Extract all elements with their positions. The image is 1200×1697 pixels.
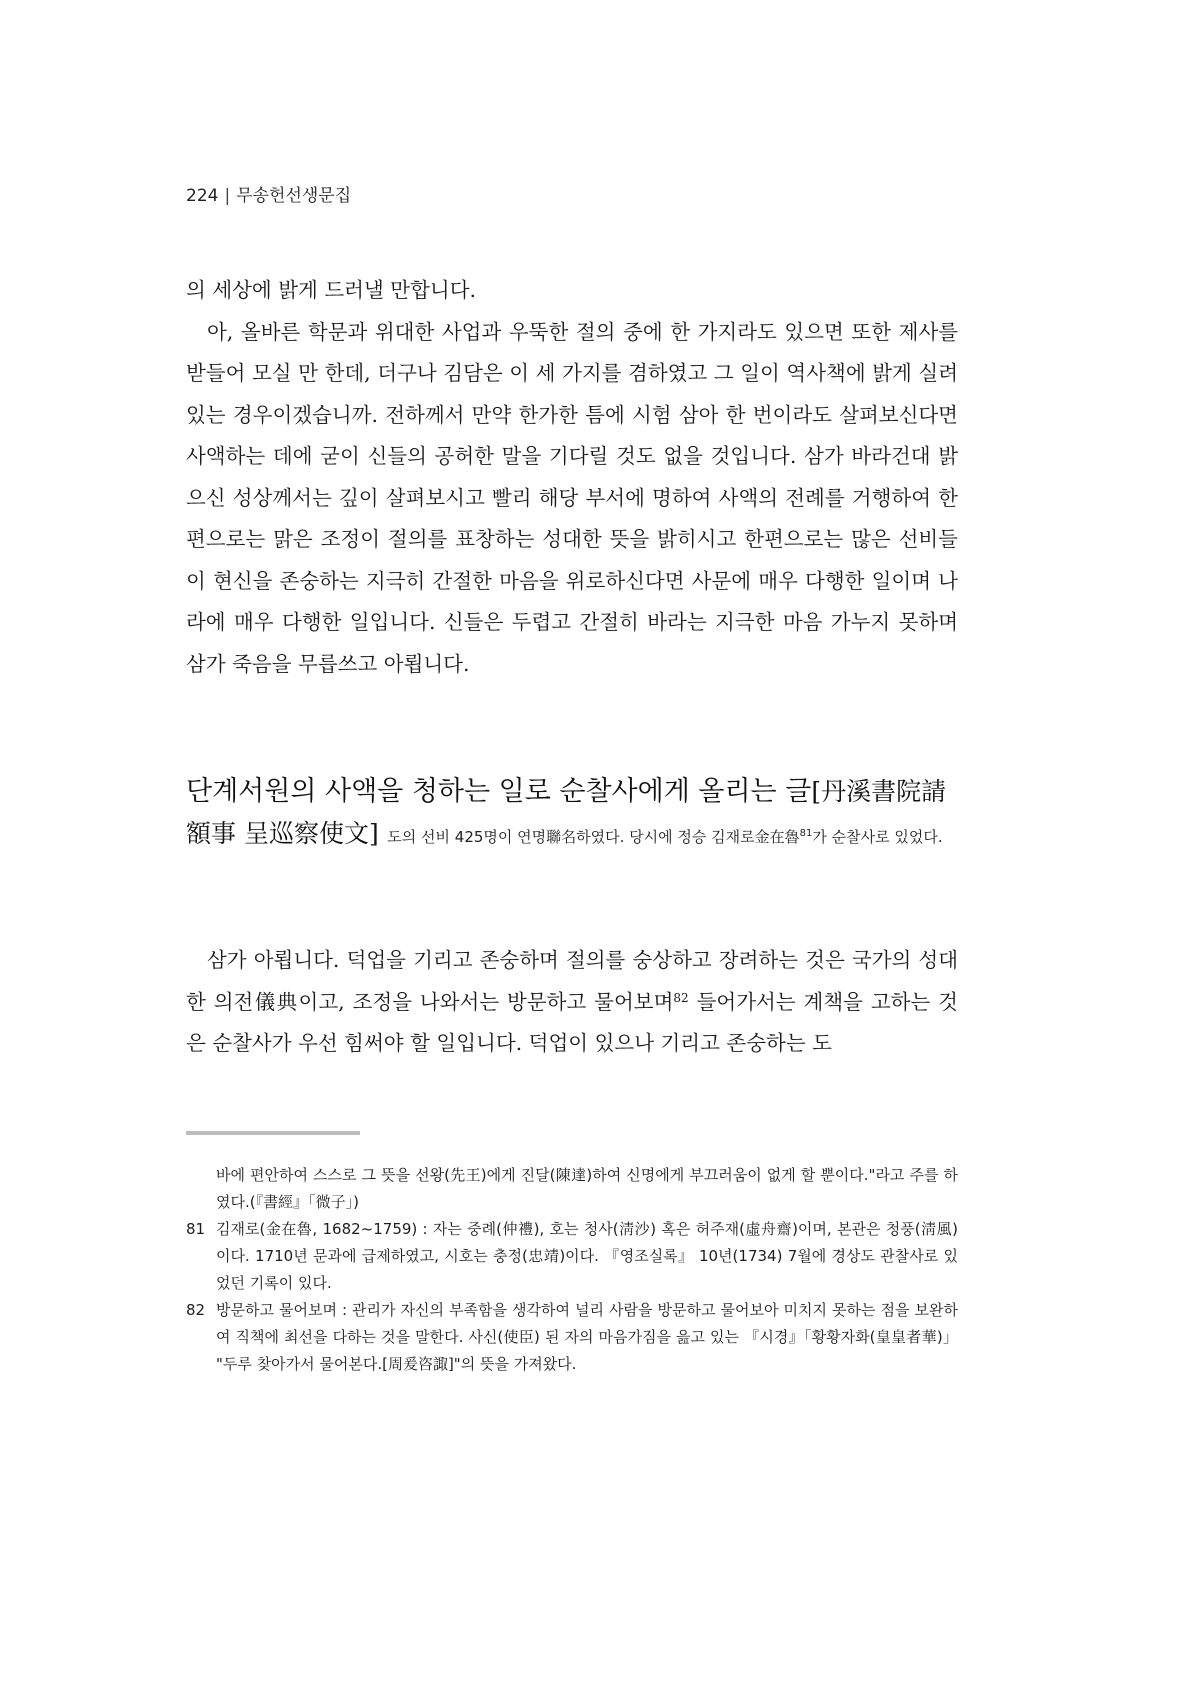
footnote-divider: [186, 1131, 360, 1135]
footnote-continuation: 바에 편안하여 스스로 그 뜻을 선왕(先王)에게 진달(陳達)하여 신명에게 부끄러움이 없게 할 뿐이다."라고 주를 하였다.(『書經』「微子」): [216, 1166, 958, 1211]
paragraph-part: 들어가서는 계책을 고하는 것은 순찰사가 우선 힘써야 할 일입니다. 덕업이 있으나 기리고 존숭하는 도: [186, 989, 958, 1055]
book-title: 무송헌선생문집: [236, 186, 352, 206]
page-number: 224: [186, 186, 219, 206]
footnote-81: [186, 1216, 958, 1297]
footnote-82: [186, 1297, 958, 1378]
section-title-korean: 단계서원의 사액을 청하는 일로 순찰사에게 올리는 글: [186, 776, 812, 807]
section-title-hanja: [丹溪書院請額事 呈巡察使文]: [186, 777, 947, 848]
footnote-number: 82: [186, 1301, 206, 1319]
body-paragraph: 의 세상에 밝게 드러낼 만합니다.: [186, 278, 477, 302]
section-heading: [186, 771, 958, 856]
main-text-block: [186, 270, 958, 685]
body-paragraph: [186, 940, 958, 1065]
second-text-block: [186, 940, 958, 1065]
section-title: [186, 771, 958, 856]
section-note-text-end: 가 순찰사로 있었다.: [812, 828, 943, 846]
footnotes: [186, 1162, 958, 1378]
footnote-text: 방문하고 물어보며 : 관리가 자신의 부족함을 생각하여 널리 사람을 방문하고 물어보아 미치지 못하는 점을 보완하여 직책에 최선을 다하는 것을 말한다. 사신(使臣) 된 자의 마음가짐을 읊고 있는 『시경』「황황자화(皇皇者華)」 "두루 찾아가서 물어본다.[周爰咨諏]"의 뜻을 가져왔다.: [216, 1301, 958, 1373]
footnote-number: 81: [186, 1220, 206, 1238]
section-note-text: 도의 선비 425명이 연명聯名하였다. 당시에 정승 김재로金在魯: [387, 828, 800, 846]
header-separator: |: [224, 186, 231, 206]
footnote-text: 김재로(金在魯, 1682~1759) : 자는 중례(仲禮), 호는 청사(淸沙) 혹은 허주재(虛舟齋)이며, 본관은 청풍(淸風)이다. 1710년 문과에 급제하였고, 시호는 충정(忠靖)이다. 『영조실록』 10년(1734) 7월에 경상도 관찰사로 있었던 기록이 있다.: [216, 1220, 958, 1292]
footnote-ref-81: 81: [799, 828, 813, 839]
section-note: [387, 828, 942, 846]
running-header: [186, 181, 351, 206]
paragraph-part: 삼가 아룁니다. 덕업을 기리고 존숭하며 절의를 숭상하고 장려하는 것은 국가의 성대한 의전儀典이고, 조정을 나와서는 방문하고 물어보며: [186, 948, 958, 1014]
footnote-ref-82: 82: [673, 990, 689, 1005]
body-paragraph: 아, 올바른 학문과 위대한 사업과 우뚝한 절의 중에 한 가지라도 있으면 또한 제사를 받들어 모실 만 한데, 더구나 김담은 이 세 가지를 겸하였고 그 일이 역사책에 밝게 실려 있는 경우이겠습니까. 전하께서 만약 한가한 틈에 시험 삼아 한 번이라도 살펴보신다면 사액하는 데에 굳이 신들의 공허한 말을 기다릴 것도 없을 것입니다. 삼가 바라건대 밝으신 성상께서는 깊이 살펴보시고 빨리 해당 부서에 명하여 사액의 전례를 거행하여 한편으로는 맑은 조정이 절의를 표창하는 성대한 뜻을 밝히시고 한편으로는 많은 선비들이 현신을 존숭하는 지극히 간절한 마음을 위로하신다면 사문에 매우 다행한 일이며 나라에 매우 다행한 일입니다. 신들은 두렵고 간절히 바라는 지극한 마음 가누지 못하며 삼가 죽음을 무릅쓰고 아룁니다.: [186, 319, 958, 676]
